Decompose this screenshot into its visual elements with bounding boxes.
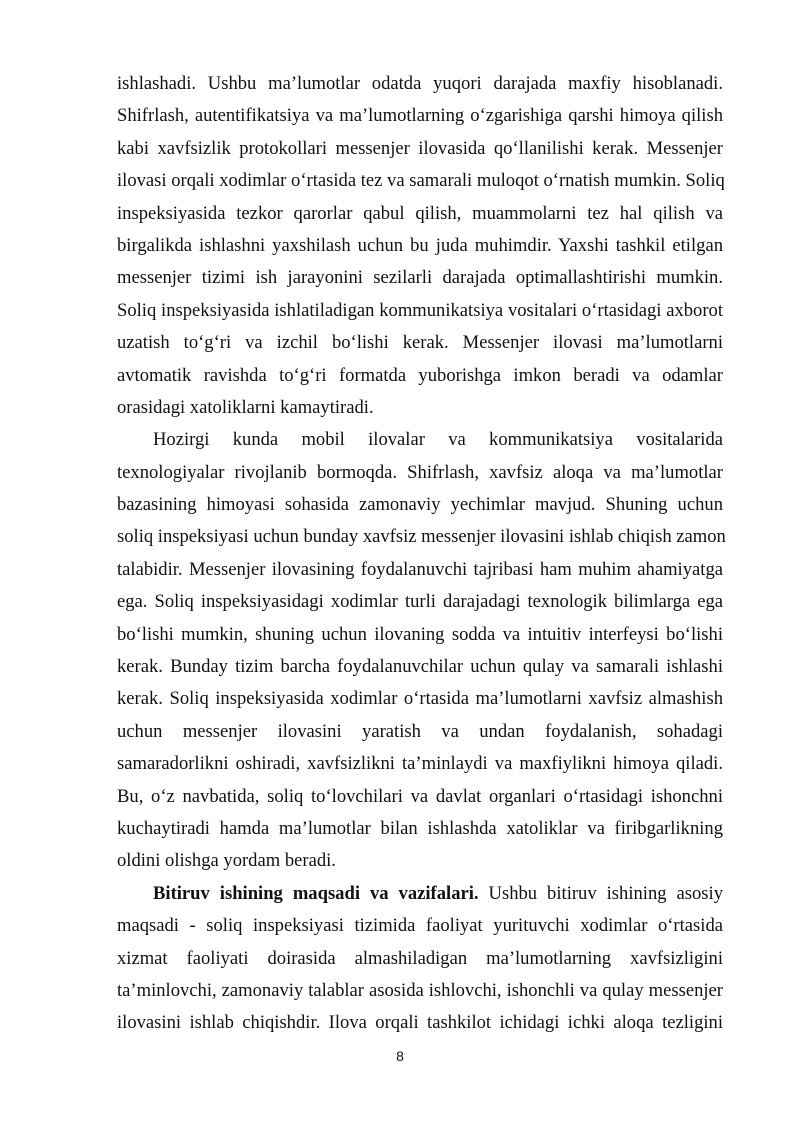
text-line: maqsadi - soliq inspeksiyasi tizimida faoliyat yurituvchi xodimlar o‘rtasida [117, 915, 723, 937]
text-line: Hozirgi kunda mobil ilovalar va kommunikatsiya vositalarida [153, 429, 723, 451]
page-number: 8 [396, 1048, 404, 1064]
text-line: talabidir. Messenjer ilovasining foydalanuvchi tajribasi ham muhim ahamiyatga [117, 558, 723, 580]
text-line: ega. Soliq inspeksiyasidagi xodimlar turli darajadagi texnologik bilimlarga ega [117, 591, 723, 613]
text-line: kuchaytiradi hamda ma’lumotlar bilan ishlashda xatoliklar va firibgarlikning [117, 817, 723, 839]
text-line: soliq inspeksiyasi uchun bunday xavfsiz messenjer ilovasini ishlab chiqish zamon [117, 526, 726, 548]
text-line: texnologiyalar rivojlanib bormoqda. Shifrlash, xavfsiz aloqa va ma’lumotlar [117, 461, 723, 483]
text-line: ishlashadi. Ushbu ma’lumotlar odatda yuqori darajada maxfiy hisoblanadi. [117, 73, 723, 94]
text-run: Ushbu bitiruv ishining asosiy [478, 882, 723, 904]
text-line: Soliq inspeksiyasida ishlatiladigan kommunikatsiya vositalari o‘rtasidagi axborot [117, 299, 723, 321]
text-line: Shifrlash, autentifikatsiya va ma’lumotlarning o‘zgarishiga qarshi himoya qilish [117, 105, 723, 127]
text-line: inspeksiyasida tezkor qarorlar qabul qilish, muammolarni tez hal qilish va [117, 202, 723, 224]
text-line: kerak. Soliq inspeksiyasida xodimlar o‘rtasida ma’lumotlarni xavfsiz almashish [117, 688, 723, 710]
text-line: Bu, o‘z navbatida, soliq to‘lovchilari va davlat organlari o‘rtasidagi ishonchni [117, 785, 723, 807]
text-line [117, 878, 723, 910]
text-line: avtomatik ravishda to‘g‘ri formatda yuborishga imkon beradi va odamlar [117, 364, 723, 386]
text-line: orasidagi xatoliklarni kamaytiradi. [117, 396, 374, 418]
text-line: bazasining himoyasi sohasida zamonaviy yechimlar mavjud. Shuning uchun [117, 494, 723, 516]
text-line: birgalikda ishlashni yaxshilash uchun bu juda muhimdir. Yaxshi tashkil etilgan [117, 234, 723, 256]
text-line: kabi xavfsizlik protokollari messenjer ilovasida qo‘llanilishi kerak. Messenjer [117, 137, 723, 159]
text-line: ilovasini ishlab chiqishdir. Ilova orqali tashkilot ichidagi ichki aloqa tezligini [117, 1012, 723, 1034]
text-line: samaradorlikni oshiradi, xavfsizlikni ta’minlaydi va maxfiylikni himoya qiladi. [117, 753, 723, 775]
text-line: ilovasi orqali xodimlar o‘rtasida tez va samarali muloqot o‘rnatish mumkin. Soliq [117, 170, 725, 192]
text-line: ta’minlovchi, zamonaviy talablar asosida ishlovchi, ishonchli va qulay messenjer [117, 979, 723, 1001]
text-line: uchun messenjer ilovasini yaratish va undan foydalanish, sohadagi [117, 720, 723, 742]
section-heading: Bitiruv ishining maqsadi va vazifalari. [153, 882, 479, 904]
text-line: xizmat faoliyati doirasida almashiladigan ma’lumotlarning xavfsizligini [117, 947, 723, 969]
text-line: kerak. Bunday tizim barcha foydalanuvchilar uchun qulay va samarali ishlashi [117, 656, 723, 678]
text-line: messenjer tizimi ish jarayonini sezilarli darajada optimallashtirishi mumkin. [117, 267, 723, 289]
text-line: bo‘lishi mumkin, shuning uchun ilovaning sodda va intuitiv interfeysi bo‘lishi [117, 623, 723, 645]
text-line: uzatish to‘g‘ri va izchil bo‘lishi kerak. Messenjer ilovasi ma’lumotlarni [117, 332, 723, 354]
text-line: oldini olishga yordam beradi. [117, 850, 336, 872]
body-text [117, 68, 726, 1040]
